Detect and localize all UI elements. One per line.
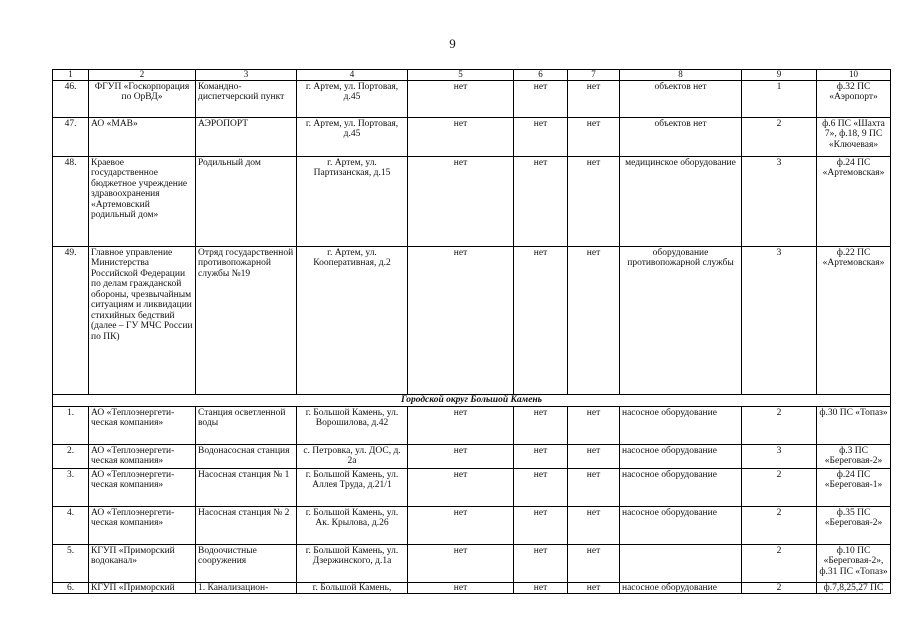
address-cell: г. Большой Камень, ул. Ак. Крылова, д.26 <box>297 507 408 545</box>
organization-cell: АО «Теплоэнергети-ческая компания» <box>89 469 196 507</box>
object-cell: АЭРОПОРТ <box>196 118 297 157</box>
row-number: 2. <box>53 445 89 469</box>
object-cell: Отряд государственной противопожарной службы №19 <box>196 247 297 395</box>
object-cell: 1. Канализацион- <box>196 583 297 594</box>
category-cell: 2 <box>742 583 817 594</box>
table-row <box>53 583 891 594</box>
feeder-cell: ф.32 ПС «Аэропорт» <box>817 81 891 118</box>
organization-cell: АО «Теплоэнергети-ческая компания» <box>89 445 196 469</box>
row-number: 1. <box>53 407 89 445</box>
object-cell: Водонасосная станция <box>196 445 297 469</box>
column-number: 7 <box>568 70 620 81</box>
feeder-cell: ф.35 ПС «Береговая-2» <box>817 507 891 545</box>
category-cell: 3 <box>742 247 817 395</box>
col6-cell: нет <box>514 445 568 469</box>
object-cell: Командно-диспетчерский пункт <box>196 81 297 118</box>
object-cell: Водоочистные сооружения <box>196 545 297 583</box>
column-number: 8 <box>620 70 742 81</box>
category-cell: 2 <box>742 507 817 545</box>
col6-cell: нет <box>514 247 568 395</box>
col7-cell: нет <box>568 118 620 157</box>
column-number-row <box>53 70 891 81</box>
equipment-cell: объектов нет <box>620 81 742 118</box>
table-row <box>53 157 891 247</box>
feeder-cell: ф.10 ПС «Береговая-2», ф.31 ПС «Топаз» <box>817 545 891 583</box>
equipment-cell: оборудование противопожарной службы <box>620 247 742 395</box>
col7-cell: нет <box>568 545 620 583</box>
col6-cell: нет <box>514 118 568 157</box>
address-cell: г. Артем, ул. Партизанская, д.15 <box>297 157 408 247</box>
feeder-cell: ф.3 ПС «Береговая-2» <box>817 445 891 469</box>
row-number: 48. <box>53 157 89 247</box>
column-number: 9 <box>742 70 817 81</box>
col6-cell: нет <box>514 583 568 594</box>
address-cell: г. Артем, ул. Портовая, д.45 <box>297 118 408 157</box>
table-row <box>53 247 891 395</box>
row-number: 3. <box>53 469 89 507</box>
address-cell: г. Артем, ул. Кооперативная, д.2 <box>297 247 408 395</box>
table-row <box>53 407 891 445</box>
address-cell: с. Петровка, ул. ДОС, д. 2а <box>297 445 408 469</box>
column-number: 4 <box>297 70 408 81</box>
feeder-cell: ф.22 ПС «Артемовская» <box>817 247 891 395</box>
category-cell: 1 <box>742 81 817 118</box>
equipment-cell <box>620 545 742 583</box>
col7-cell: нет <box>568 407 620 445</box>
equipment-cell: насосное оборудование <box>620 445 742 469</box>
col7-cell: нет <box>568 247 620 395</box>
data-table <box>52 69 891 594</box>
col5-cell: нет <box>408 583 514 594</box>
col5-cell: нет <box>408 407 514 445</box>
organization-cell: Краевое государственное бюджетное учреждение здравоохранения «Артемовский родильный дом» <box>89 157 196 247</box>
col6-cell: нет <box>514 469 568 507</box>
col6-cell: нет <box>514 545 568 583</box>
equipment-cell: насосное оборудование <box>620 407 742 445</box>
row-number: 6. <box>53 583 89 594</box>
equipment-cell: объектов нет <box>620 118 742 157</box>
column-number: 6 <box>514 70 568 81</box>
col6-cell: нет <box>514 507 568 545</box>
row-number: 5. <box>53 545 89 583</box>
feeder-cell: ф.6 ПС «Шахта 7», ф.18, 9 ПС «Ключевая» <box>817 118 891 157</box>
object-cell: Насосная станция № 2 <box>196 507 297 545</box>
table-row <box>53 469 891 507</box>
organization-cell: АО «Теплоэнергети-ческая компания» <box>89 507 196 545</box>
organization-cell: Главное управление Министерства Российской Федерации по делам гражданской обороны, чрезвычайным ситуациям и ликвидации стихийных бедствий (далее – ГУ МЧС России по ПК) <box>89 247 196 395</box>
col7-cell: нет <box>568 445 620 469</box>
category-cell: 3 <box>742 157 817 247</box>
col5-cell: нет <box>408 469 514 507</box>
category-cell: 3 <box>742 445 817 469</box>
table-row <box>53 81 891 118</box>
organization-cell: ФГУП «Госкорпорация по ОрВД» <box>89 81 196 118</box>
section-header-row <box>53 395 891 407</box>
col7-cell: нет <box>568 469 620 507</box>
object-cell: Насосная станция № 1 <box>196 469 297 507</box>
col6-cell: нет <box>514 157 568 247</box>
col7-cell: нет <box>568 81 620 118</box>
section-title: Городской округ Большой Камень <box>53 395 891 407</box>
column-number: 3 <box>196 70 297 81</box>
table-row <box>53 118 891 157</box>
equipment-cell: медицинское оборудование <box>620 157 742 247</box>
feeder-cell: ф.7,8,25,27 ПС <box>817 583 891 594</box>
address-cell: г. Большой Камень, <box>297 583 408 594</box>
equipment-cell: насосное оборудование <box>620 583 742 594</box>
col7-cell: нет <box>568 507 620 545</box>
column-number: 5 <box>408 70 514 81</box>
row-number: 47. <box>53 118 89 157</box>
address-cell: г. Большой Камень, ул. Дзержинского, д.1а <box>297 545 408 583</box>
col5-cell: нет <box>408 545 514 583</box>
organization-cell: АО «Теплоэнергети-ческая компания» <box>89 407 196 445</box>
category-cell: 2 <box>742 118 817 157</box>
col6-cell: нет <box>514 407 568 445</box>
page-number: 9 <box>449 36 456 51</box>
row-number: 4. <box>53 507 89 545</box>
column-number: 2 <box>89 70 196 81</box>
column-number: 1 <box>53 70 89 81</box>
feeder-cell: ф.30 ПС «Топаз» <box>817 407 891 445</box>
column-number: 10 <box>817 70 891 81</box>
col5-cell: нет <box>408 81 514 118</box>
category-cell: 2 <box>742 407 817 445</box>
feeder-cell: ф.24 ПС «Береговая-1» <box>817 469 891 507</box>
col7-cell: нет <box>568 157 620 247</box>
organization-cell: АО «МАВ» <box>89 118 196 157</box>
category-cell: 2 <box>742 545 817 583</box>
col5-cell: нет <box>408 118 514 157</box>
col5-cell: нет <box>408 445 514 469</box>
col6-cell: нет <box>514 81 568 118</box>
object-cell: Родильный дом <box>196 157 297 247</box>
object-cell: Станция осветленной воды <box>196 407 297 445</box>
category-cell: 2 <box>742 469 817 507</box>
address-cell: г. Большой Камень, ул. Ворошилова, д.42 <box>297 407 408 445</box>
address-cell: г. Большой Камень, ул. Аллея Труда, д.21/1 <box>297 469 408 507</box>
organization-cell: КГУП «Приморский <box>89 583 196 594</box>
organization-cell: КГУП «Приморский водоканал» <box>89 545 196 583</box>
row-number: 49. <box>53 247 89 395</box>
table-row <box>53 445 891 469</box>
feeder-cell: ф.24 ПС «Артемовская» <box>817 157 891 247</box>
table-row <box>53 545 891 583</box>
equipment-cell: насосное оборудование <box>620 469 742 507</box>
col5-cell: нет <box>408 157 514 247</box>
row-number: 46. <box>53 81 89 118</box>
col5-cell: нет <box>408 507 514 545</box>
address-cell: г. Артем, ул. Портовая, д.45 <box>297 81 408 118</box>
equipment-cell: насосное оборудование <box>620 507 742 545</box>
table-row <box>53 507 891 545</box>
col5-cell: нет <box>408 247 514 395</box>
col7-cell: нет <box>568 583 620 594</box>
